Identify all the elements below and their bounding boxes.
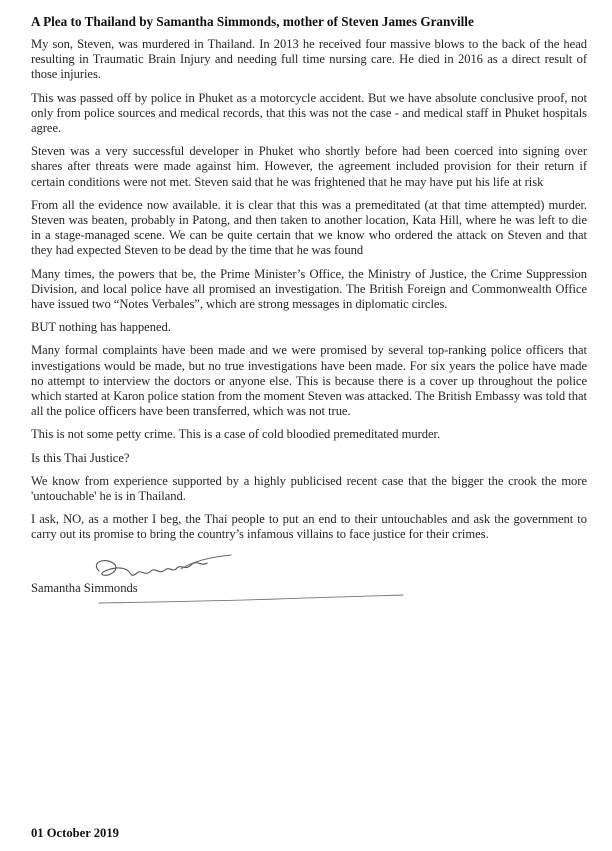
paragraph-8: This is not some petty crime. This is a case of cold bloodied premeditated murder. [31,427,441,442]
paragraph-9: Is this Thai Justice? [31,450,130,465]
paragraph-2: This was passed off by police in Phuket as a motorcycle accident. But we have absolute conclusive proof, not only from police sources and medical records, that this was not the case - and medical staff in Phuket hospitals agree. [31,90,587,136]
paragraph-1: My son, Steven, was murdered in Thailand. In 2013 he received four massive blows to the back of the head resulting in Traumatic Brain Injury and needing full time nursing care. He died in 2016 as a direct result of those injuries. [31,37,587,82]
paragraph-5: Many times, the powers that be, the Prime Minister’s Office, the Ministry of Justice, the Crime Suppression Division, and local police have all promised an investigation. The British Foreign and Commonwealth Office have issued two “Notes Verbales”, which are strong messages in diplomatic circles. [31,266,587,312]
paragraph-11: I ask, NO, as a mother I beg, the Thai people to put an end to their untouchables and ask the government to carry out its promise to bring the country’s infamous villains to face justice for their crimes. [31,512,587,542]
letter-date: 01 October 2019 [31,826,119,840]
paragraph-6: BUT nothing has happened. [31,320,171,335]
paragraph-7: Many formal complaints have been made and we were promised by several top-ranking police officers that investigations would be made, but no true investigations have been made. For six years the police have made no attempt to interview the doctors or anyone else. This is because there is a cover up throughout the police which started at Karon police station from the moment Steven was attacked. The British Embassy was told that all the police officers have been transferred, which was not true. [31,343,587,419]
paragraph-10: We know from experience supported by a highly publicised recent case that the bigger the crook the more 'untouchable' he is in Thailand. [31,473,587,504]
paragraph-3: Steven was a very successful developer in Phuket who shortly before had been coerced into signing over shares after threats were made against him. However, the agreement included provision for their return if certain conditions were not met. Steven said that he was frightened that he may have put his life at risk [31,144,587,189]
signature-underline-icon [97,591,407,609]
letter-page [31,14,587,607]
signature-block [31,551,587,607]
signature-name: Samantha Simmonds [31,580,138,595]
paragraph-4: From all the evidence now available. it is clear that this was a premeditated (at that time attempted) murder. Steven was beaten, probably in Patong, and then taken to another location, Kata Hill, where he was left to die in a stage-managed scene. We can be quite certain that we know who ordered the attack on Steven and that they had expected Steven to be dead by the time that he was found [31,197,587,258]
letter-title: A Plea to Thailand by Samantha Simmonds, mother of Steven James Granville [31,14,474,29]
